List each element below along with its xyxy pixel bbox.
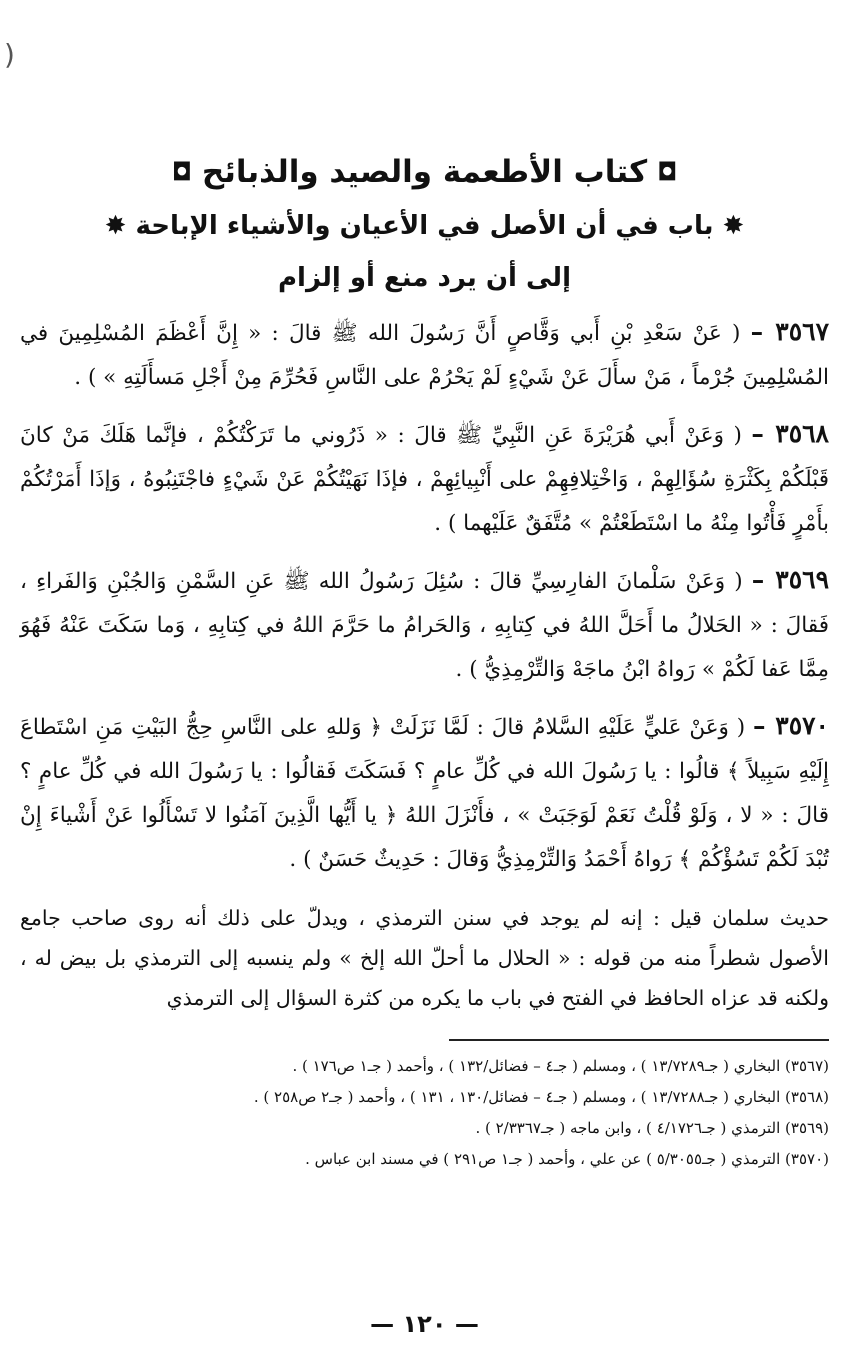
footnote-divider <box>449 1039 829 1041</box>
book-title <box>20 150 829 194</box>
hadith-entry <box>20 704 829 882</box>
footnote: (٣٥٦٨) البخاري ( جـ١٣/٧٢٨٨ ) ، ومسلم ( جـ٤ – فضائل/١٣٠ ، ١٣١ ) ، وأحمد ( جـ٢ ص٢٥٨ ) . <box>253 1087 829 1106</box>
book-title-text: كتاب الأطعمة والصيد والذبائح <box>201 154 648 190</box>
hadith-text: ( عَنْ سَعْدِ بْنِ أَبي وَقَّاصٍ أَنَّ رَسُولَ الله ﷺ قالَ : « إِنَّ أَعْظَمَ المُسْلِمِينَ في المُسْلِمِينَ جُرْماً ، مَنْ سأَلَ عَنْ شَيْءٍ لَمْ يَحْرُمْ على النَّاسِ فَحُرِّمَ مِنْ أَجْلِ مَسأَلَتِهِ » ) . <box>20 321 829 390</box>
hadith-number: ٣٥٦٧ – <box>750 317 829 346</box>
hadith-entry <box>20 412 829 546</box>
hadith-entry <box>20 310 829 400</box>
ornament-icon: ◘ <box>657 158 678 186</box>
chapter-heading-continuation: إلى أن يرد منع أو إلزام <box>278 263 571 293</box>
commentary-paragraph: حديث سلمان قيل : إنه لم يوجد في سنن الترمذي ، ويدلّ على ذلك أنه روى صاحب جامع الأصول شطراً منه من قوله : « الحلال ما أحلّ الله إلخ » ولم ينسبه إلى الترمذي بل بيض له ، ولكنه قد عزاه الحافظ في الفتح في باب ما يكره من كثرة السؤال إلى الترمذي <box>20 906 829 1010</box>
page-number: — ١٢٠ — <box>370 1310 479 1338</box>
margin-mark: ( <box>4 38 15 71</box>
page-content <box>20 150 829 1175</box>
hadith-text: ( وَعَنْ سَلْمانَ الفارِسِيِّ قالَ : سُئِلَ رَسُولُ الله ﷺ عَنِ السَّمْنِ وَالجُبْنِ وَالفَراءِ ، فَقالَ : « الحَلالُ ما أَحَلَّ اللهُ في كِتابِهِ ، وَالحَرامُ ما حَرَّمَ اللهُ في كِتابِهِ ، وَما سَكَتَ عَنْهُ فَهُوَ مِمَّا عَفا لَكُمْ » رَواهُ ابْنُ ماجَهْ وَالتِّرْمِذِيُّ ) . <box>20 569 829 682</box>
hadith-text: ( وَعَنْ عَليٍّ عَلَيْهِ السَّلامُ قالَ : لَمَّا نَزَلَتْ ﴿ وَللهِ على النَّاسِ حِجُّ البَيْتِ مَنِ اسْتَطاعَ إِلَيْهِ سَبِيلاً ﴾ قالُوا : يا رَسُولَ الله في كُلِّ عامٍ ؟ فَسَكَتَ فَقالُوا : يا رَسُولَ الله في كُلِّ عامٍ ؟ قالَ : « لا ، وَلَوْ قُلْتُ نَعَمْ لَوَجَبَتْ » ، فأَنْزَلَ اللهُ ﴿ يا أَيُّها الَّذِينَ آمَنُوا لا تَسْأَلُوا عَنْ أَشْياءَ إِنْ تُبْدَ لَكُمْ تَسُؤْكُمْ ﴾ رَواهُ أَحْمَدُ وَالتِّرْمِذِيُّ وَقالَ : حَدِيثٌ حَسَنٌ ) . <box>20 715 829 872</box>
hadith-entry <box>20 558 829 692</box>
hadith-text: ( وَعَنْ أَبي هُرَيْرَةَ عَنِ النَّبِيِّ ﷺ قالَ : « ذَرُوني ما تَرَكْتُكُمْ ، فإنَّما هَلَكَ مَنْ كانَ قَبْلَكُمْ بِكَثْرَةِ سُؤَالِهِمْ ، وَاخْتِلافِهِمْ على أَنْبِيائِهِمْ ، فإذَا نَهَيْتُكُمْ عَنْ شَيْءٍ فاجْتَنِبُوهُ ، وَإذَا أَمَرْتُكُمْ بأَمْرٍ فَأْتُوا مِنْهُ ما اسْتَطَعْتُمْ » مُتَّفَقٌ عَلَيْهما ) . <box>20 423 829 536</box>
footnote: (٣٥٦٩) الترمذي ( جـ٤/١٧٢٦ ) ، وابن ماجه ( جـ٢/٣٣٦٧ ) . <box>475 1118 829 1137</box>
footnote: (٣٥٧٠) الترمذي ( جـ٥/٣٠٥٥ ) عن علي ، وأحمد ( جـ١ ص٢٩١ ) في مسند ابن عباس . <box>305 1149 829 1168</box>
hadith-number: ٣٥٦٩ – <box>751 565 829 594</box>
chapter-heading: ✸ باب في أن الأصل في الأعيان والأشياء الإباحة ✸ <box>104 211 745 241</box>
ornament-icon: ◘ <box>171 158 192 186</box>
hadith-number: ٣٥٦٨ – <box>751 419 829 448</box>
hadith-number: ٣٥٧٠ – <box>753 711 829 740</box>
footnote: (٣٥٦٧) البخاري ( جـ١٣/٧٢٨٩ ) ، ومسلم ( جـ٤ – فضائل/١٣٢ ) ، وأحمد ( جـ١ ص١٧٦ ) . <box>292 1056 829 1075</box>
